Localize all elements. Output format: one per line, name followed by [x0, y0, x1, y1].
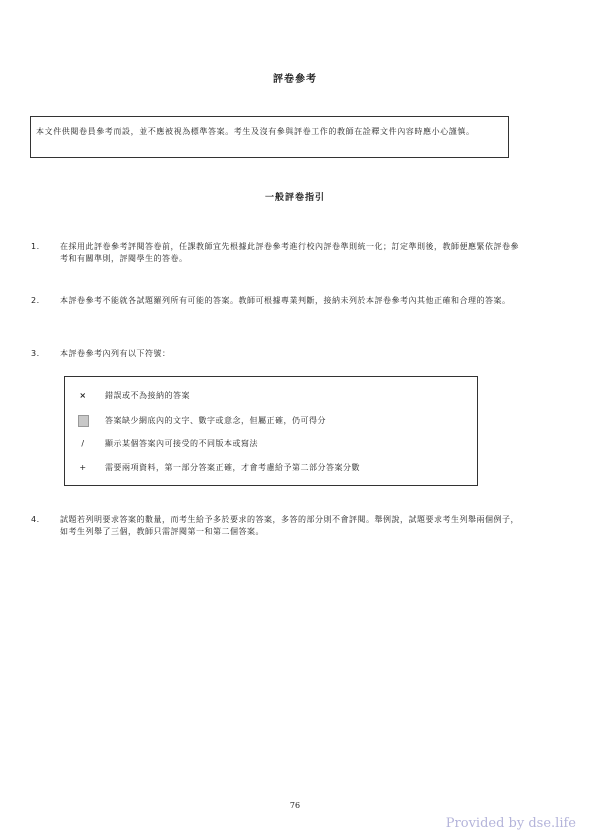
guideline-item-1: [31, 241, 523, 265]
symbol-description: 顯示某個答案內可接受的不同版本或寫法: [105, 439, 258, 448]
symbol-description: 錯誤或不為接納的答案: [105, 391, 190, 400]
item-number: 4.: [31, 515, 40, 524]
watermark-link[interactable]: Provided by dse.life: [445, 816, 576, 831]
notice-text: 本文件供閱卷員參考而設，並不應被視為標準答案。考生及沒有參與評卷工作的教師在詮釋文件內容時應小心謹慎。: [36, 127, 475, 136]
page-title: 評卷參考: [273, 74, 317, 85]
symbol-row-shaded: [65, 414, 477, 428]
item-text: 在採用此評卷參考評閱答卷前，任課教師宜先根據此評卷參考進行校內評卷準則統一化；訂定準則後，教師便應緊依評卷參考和有關準則，評閱學生的答卷。: [60, 242, 519, 263]
guideline-item-4: [31, 514, 523, 538]
item-number: 3.: [31, 349, 40, 358]
symbol-description: 答案缺少網底內的文字、數字或意念，但屬正確，仍可得分: [105, 416, 326, 425]
shaded-box-icon: [78, 415, 89, 427]
guideline-item-2: [31, 295, 523, 307]
symbol-row-slash: [65, 437, 477, 451]
item-number: 1.: [31, 242, 40, 251]
notice-box: [30, 116, 509, 158]
item-text: 本評卷參考不能就各試題羅列所有可能的答案。教師可根據專業判斷，接納未列於本評卷參考內其他正確和合理的答案。: [60, 296, 511, 305]
page-number: 76: [289, 801, 301, 810]
guideline-item-3: [31, 348, 523, 360]
section-subtitle: 一般評卷指引: [264, 193, 325, 203]
item-text: 本評卷參考內列有以下符號：: [60, 349, 171, 358]
symbol-row-wrong: [65, 389, 477, 403]
slash-icon: /: [81, 439, 85, 448]
symbol-legend-box: [64, 376, 478, 486]
plus-icon: +: [79, 463, 87, 472]
cross-icon: ×: [79, 391, 87, 400]
symbol-description: 需要兩項資料，第一部分答案正確，才會考慮給予第二部分答案分數: [105, 463, 360, 472]
item-number: 2.: [31, 296, 40, 305]
symbol-row-plus: [65, 461, 477, 475]
item-text: 試題若列明要求答案的數量，而考生給予多於要求的答案，多答的部分則不會評閱。舉例說，試題要求考生列舉兩個例子，如考生列舉了三個，教師只需評閱第一和第二個答案。: [60, 515, 519, 536]
